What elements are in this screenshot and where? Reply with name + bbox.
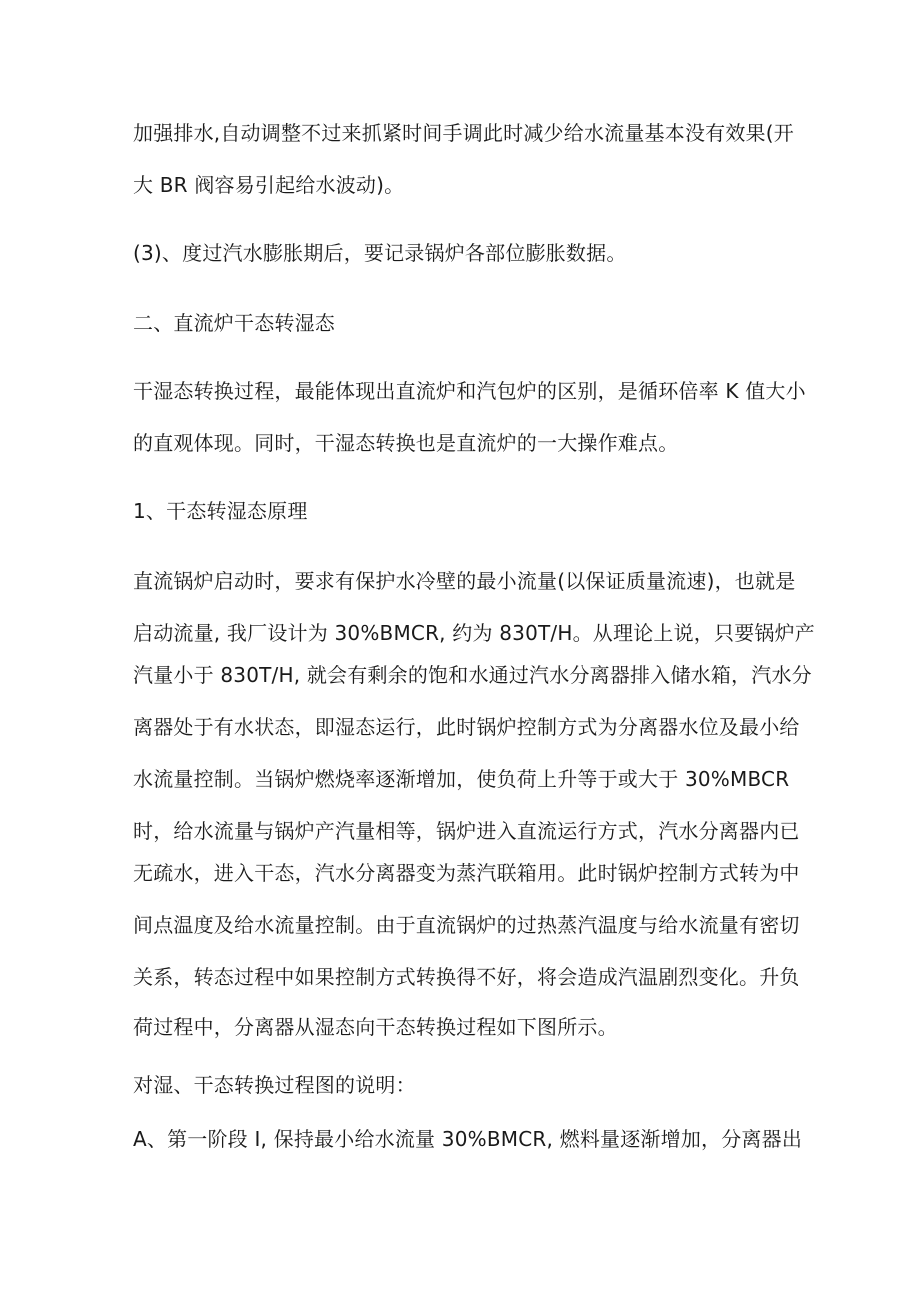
text-line: 的直观体现。同时，干湿态转换也是直流炉的一大操作难点。 (133, 431, 679, 455)
text-line: (3)、度过汽水膨胀期后，要记录锅炉各部位膨胀数据。 (133, 241, 627, 265)
text-line: 直流锅炉启动时，要求有保护水冷壁的最小流量(以保证质量流速)，也就是 (133, 569, 796, 593)
text-line: 无疏水，进入干态，汽水分离器变为蒸汽联箱用。此时锅炉控制方式转为中 (133, 861, 800, 885)
text-line: 干湿态转换过程，最能体现出直流炉和汽包炉的区别，是循环倍率 K 值大小 (133, 379, 806, 403)
text-line: 时，给水流量与锅炉产汽量相等，锅炉进入直流运行方式，汽水分离器内已 (133, 819, 800, 843)
text-line: A、第一阶段 I, 保持最小给水流量 30%BMCR, 燃料量逐渐增加，分离器出 (133, 1127, 803, 1151)
text-line: 加强排水,自动调整不过来抓紧时间手调此时减少给水流量基本没有效果(开 (133, 121, 794, 145)
text-line: 荷过程中，分离器从湿态向干态转换过程如下图所示。 (133, 1015, 618, 1039)
text-line: 启动流量, 我厂设计为 30%BMCR, 约为 830T/H。从理论上说，只要锅炉产 (133, 621, 816, 645)
text-line: 离器处于有水状态，即湿态运行，此时锅炉控制方式为分离器水位及最小给 (133, 715, 800, 739)
text-line: 对湿、干态转换过程图的说明： (133, 1073, 416, 1097)
text-line: 汽量小于 830T/H, 就会有剩余的饱和水通过汽水分离器排入储水箱，汽水分 (133, 663, 812, 687)
subsection-heading: 1、干态转湿态原理 (133, 499, 308, 523)
text-line: 间点温度及给水流量控制。由于直流锅炉的过热蒸汽温度与给水流量有密切 (133, 913, 800, 937)
text-line: 关系，转态过程中如果控制方式转换得不好，将会造成汽温剧烈变化。升负 (133, 965, 800, 989)
text-line: 大 BR 阀容易引起给水波动)。 (133, 173, 405, 197)
text-line: 水流量控制。当锅炉燃烧率逐渐增加，使负荷上升等于或大于 30%MBCR (133, 767, 790, 791)
section-heading: 二、直流炉干态转湿态 (133, 311, 335, 335)
